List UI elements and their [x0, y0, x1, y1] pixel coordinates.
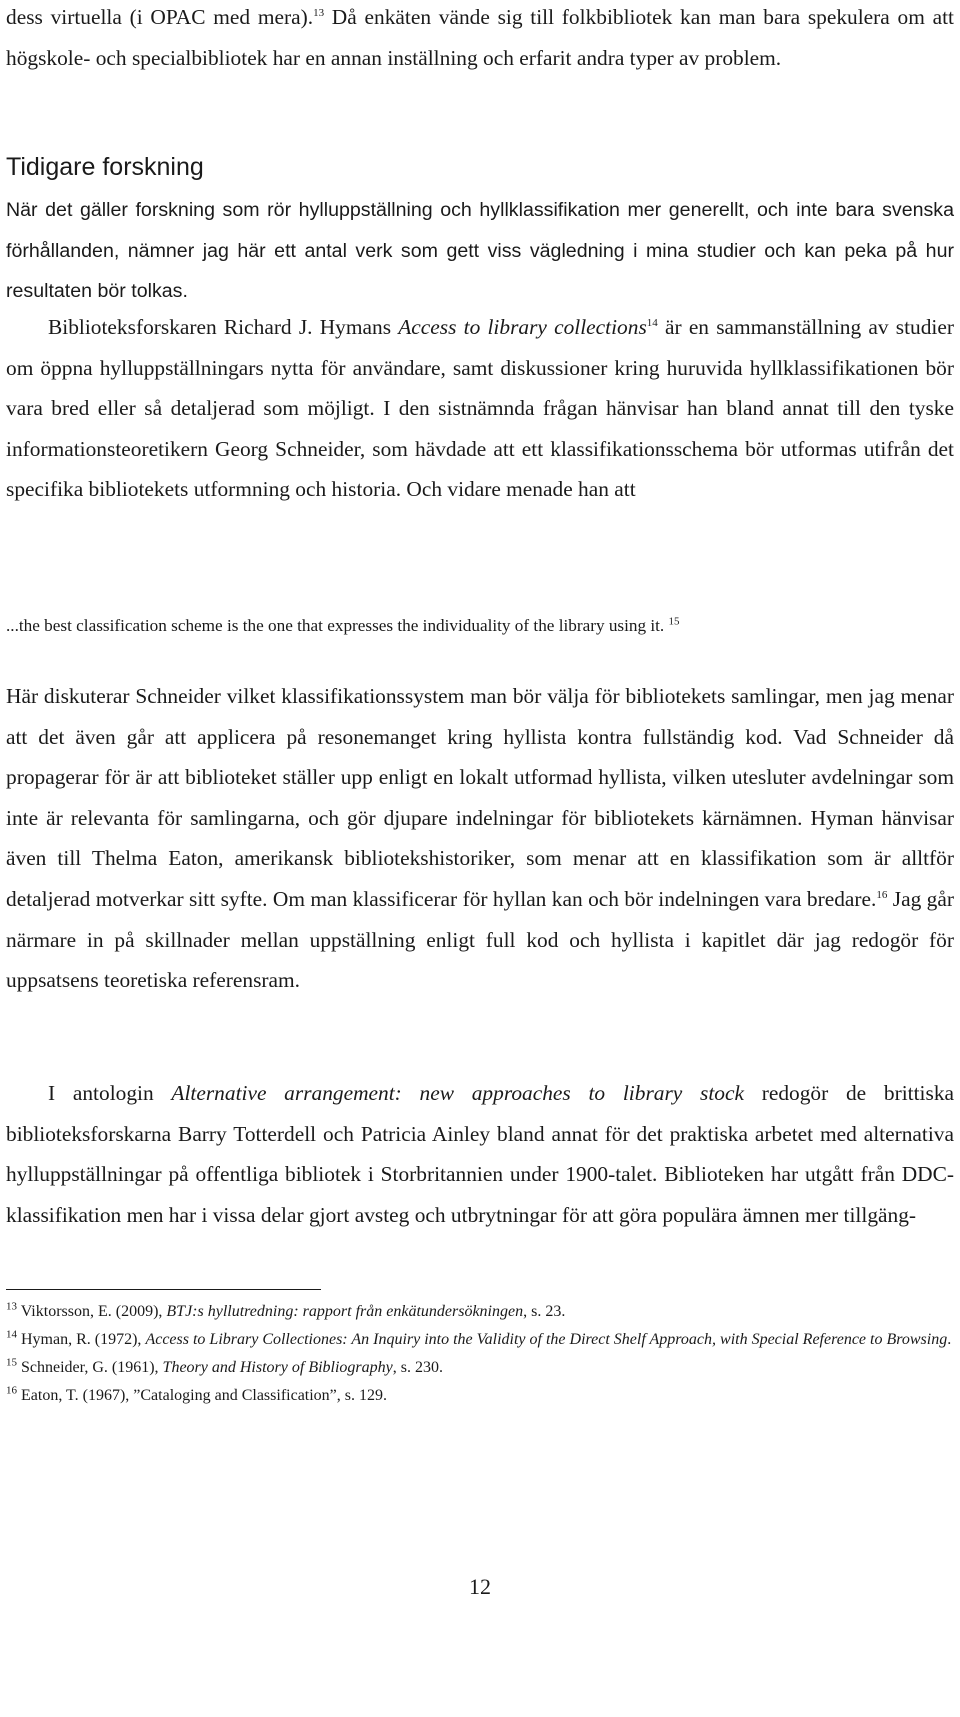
paragraph-text: I antologin: [48, 1081, 172, 1105]
paragraph-text: redogör de brittiska biblioteksforskarna Barry Totterdell och Patricia Ainley bland annat för det praktiska arbetet med alternativa hylluppställningar på offentliga bibliotek i Storbritannien under 1900-talet. Biblioteken har utgått från DDC-klassifikation men har i vissa delar gjort avsteg och utbrytningar för att göra populära ämnen mer tillgäng-: [6, 1081, 955, 1227]
footnote-13: [6, 1298, 954, 1326]
footnote-divider: [6, 1289, 321, 1290]
paragraph-text: dess virtuella (i OPAC med mera).: [6, 5, 314, 29]
footnote-text: Schneider, G. (1961),: [17, 1359, 163, 1376]
footnote-number: 14: [6, 1328, 17, 1341]
paragraph-text: Biblioteksforskaren Richard J. Hymans: [48, 315, 399, 339]
footnote-text: , s. 230.: [392, 1359, 443, 1376]
footnote-text: Hyman, R. (1972),: [17, 1331, 146, 1348]
paragraph-text: Då enkäten vände sig till folkbibliotek kan man bara spekulera om att högskole- och specialbibliotek har en annan inställning och erfarit andra typer av problem.: [6, 5, 954, 70]
footnote-text: Viktorsson, E. (2009),: [17, 1303, 167, 1320]
schneider-paragraph: [6, 676, 954, 1001]
footnote-ref-14[interactable]: 14: [646, 316, 658, 329]
top-paragraph: [6, 0, 954, 78]
section-heading: Tidigare forskning: [6, 153, 204, 181]
footnote-number: 15: [6, 1356, 17, 1369]
footnote-ref-16[interactable]: 16: [876, 888, 888, 901]
book-title: Alternative arrangement: new approaches to library stock: [171, 1081, 744, 1105]
footnote-title: Access to Library Collectiones: An Inquiry into the Validity of the Direct Shelf Approach, with Special Reference to Browsing: [145, 1331, 948, 1348]
footnote-text: .: [947, 1331, 952, 1348]
page-number: 12: [469, 1574, 491, 1599]
footnote-ref-15[interactable]: 15: [668, 615, 680, 628]
quote-text: ...the best classification scheme is the one that expresses the individuality of the library using it.: [6, 616, 669, 635]
intro-paragraph: När det gäller forskning som rör hylluppställning och hyllklassifikation mer generellt, och inte bara svenska förhållanden, nämner jag här ett antal verk som gett viss vägledning i mina studier och kan peka på hur resultaten bör tolkas.: [6, 199, 954, 303]
footnote-15: [6, 1354, 954, 1382]
footnote-text: Eaton, T. (1967),: [17, 1387, 134, 1404]
footnotes: [6, 1298, 954, 1410]
block-quote: [6, 612, 954, 640]
paragraph-text: Jag går närmare in på skillnader mellan uppställning enligt full kod och hyllista i kapitlet där jag redogör för uppsatsens teoretiska referensram.: [6, 886, 954, 993]
footnote-title: Theory and History of Bibliography: [162, 1359, 393, 1376]
anthology-paragraph: [6, 1073, 954, 1235]
footnote-text: , s. 23.: [523, 1303, 566, 1320]
footnote-ref-13[interactable]: 13: [313, 6, 325, 19]
footnote-number: 13: [6, 1300, 17, 1313]
footnote-text: ”Cataloging and Classification”, s. 129.: [133, 1387, 388, 1404]
footnote-number: 16: [6, 1384, 17, 1397]
footnote-title: BTJ:s hyllutredning: rapport från enkätundersökningen: [166, 1303, 524, 1320]
footnote-14: [6, 1326, 954, 1354]
paragraph-text: Här diskuterar Schneider vilket klassifikationssystem man bör välja för bibliotekets samlingar, men jag menar att det även går att applicera på resonemanget kring hyllista kontra fullständig kod. Vad Schneider då propagerar för är att biblioteket ställer upp enligt en lokalt utformad hyllista, vilken utesluter avdelningar som inte är relevanta för samlingarna, och gör djupare indelningar för bibliotekets kärnämnen. Hyman hänvisar även till Thelma Eaton, amerikansk bibliotekshistoriker, som menar att en klassifikation som är alltför detaljerad motverkar sitt syfte. Om man klassificerar för hyllan kan och bör indelningen vara bredare.: [6, 684, 954, 911]
footnote-16: [6, 1382, 954, 1410]
paragraph-text: är en sammanställning av studier om öppna hylluppställningars nytta för användare, samt diskussioner kring huruvida hyllklassifikationen bör vara bred eller så detaljerad som möjligt. I den sistnämnda frågan hänvisar han bland annat till den tyske informationsteoretikern Georg Schneider, som hävdade att ett klassifikationsschema bör utformas utifrån det specifika bibliotekets utformning och historia. Och vidare menade han att: [6, 315, 954, 502]
book-title: Access to library collections: [398, 315, 647, 339]
hyman-paragraph: [6, 307, 954, 510]
